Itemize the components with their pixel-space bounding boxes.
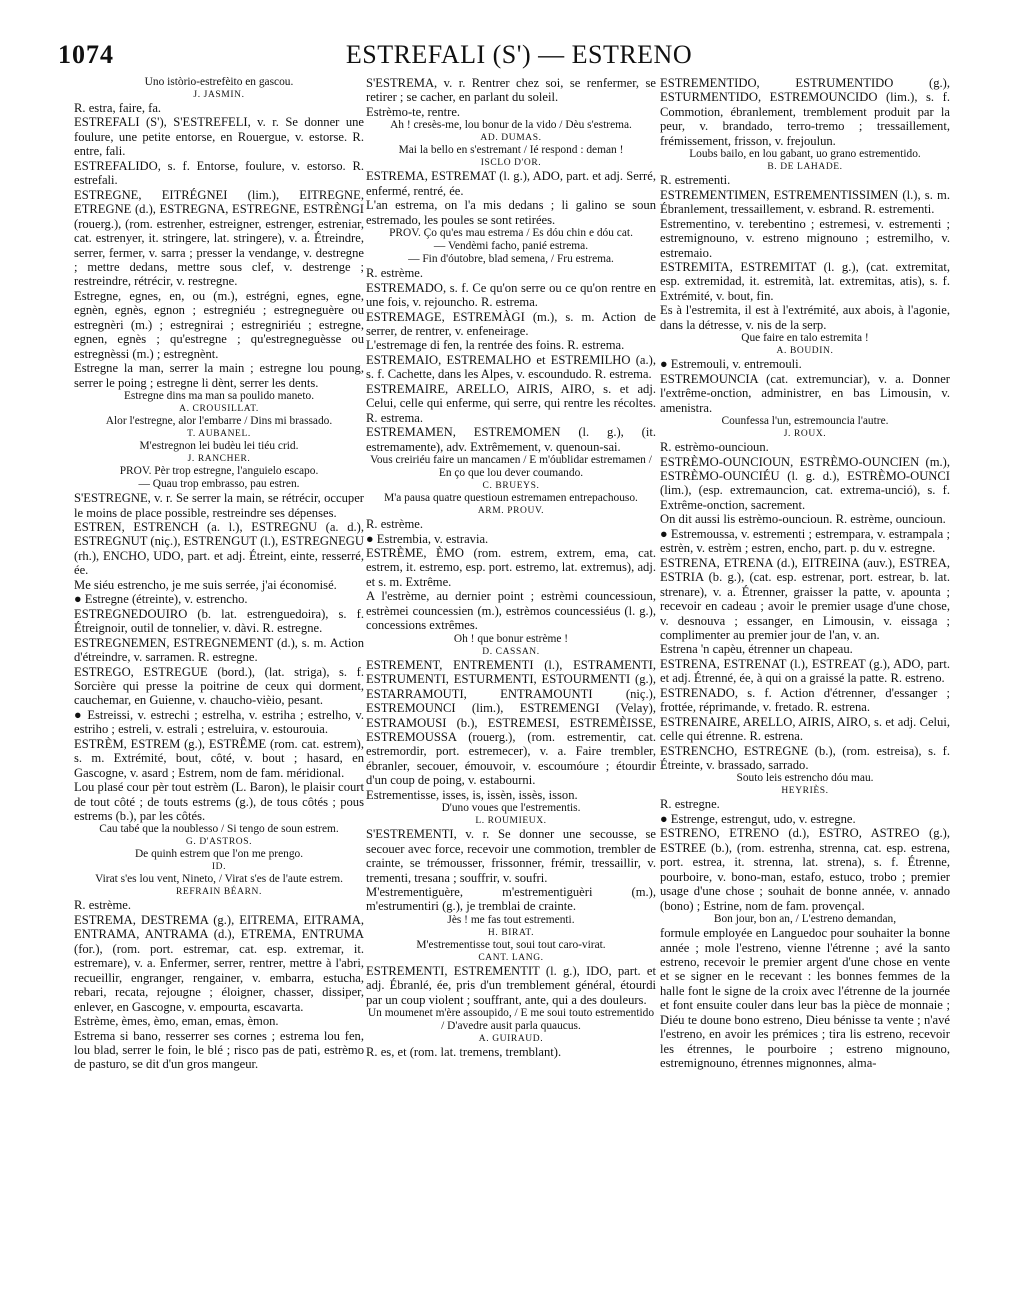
- dictionary-entry: ESTREGO, ESTREGUE (bord.), (lat. striga), s. f. Sorcière qui presse la poitrine de ceux qui dorment, cauchemar, en Guienne, v. chaucho-vièio, pesant.: [74, 664, 364, 708]
- quotation: Ah ! cresès-me, lou bonur de la vido / Dèu s'estrema.: [390, 119, 632, 132]
- quote-attribution: C. BRUEYS.: [482, 481, 540, 492]
- quote-attribution: A. CROUSILLAT.: [179, 404, 259, 415]
- dictionary-entry: L'an estrema, on l'a mis dedans ; li galino se soun estremado, les poules se sont retirées.: [366, 198, 656, 227]
- dictionary-entry: Estrema si bano, resserrer ses cornes ; estrema lou fen, lou blad, serrer le foin, le blé ; risco pas de pati, estrèmo de pasturo, se dit d'un gros mangeur.: [74, 1028, 364, 1072]
- dictionary-entry: ESTREMADO, s. f. Ce qu'on serre ou ce qu'on rentre en une fois, v. rejouncho. R. estrema.: [366, 280, 656, 310]
- quote-attribution: REFRAIN BÉARN.: [176, 887, 262, 898]
- dictionary-entry: ESTREMENT, ENTREMENTI (l.), ESTRAMENTI, ESTRUMENTI, ESTURMENTI, ESTOURMENTI (g.), ESTARRAMOUTI, ENTRAMOUNTI (niç.), ESTREMOUNCI (lim.), ESTREMENGI (Velay), ESTRAMOUSI (b.), ESTREMESI, ESTREMÈISSE, ESTREMOUSSA (rouerg.), (rom. estrementir, cat. estremordir, port. estremecer), v. a. Faire trembler, ébranler, secouer, émouvoir, v. escoumóure ; étourdir d'un coup de poing, v. estabourni.: [366, 657, 656, 788]
- dictionary-entry: ESTREFALI (S'), S'ESTREFELI, v. r. Se donner une foulure, une petite entorse, en Rouergue, v. estorse. R. entre, fali.: [74, 115, 364, 159]
- quotation: Estregne dins ma man sa poulido maneto.: [123, 390, 315, 403]
- dictionary-entry: ESTRENCHO, ESTREGNE (b.), (rom. estreisa), s. f. Étreinte, v. brassado, sarrado.: [660, 743, 950, 773]
- dictionary-entry: R. estregne.: [660, 797, 720, 812]
- dictionary-entry: ● Estreissi, v. estrechi ; estrelha, v. estriha ; estrelho, v. estriho ; estreli, v. estrali ; estreluira, v. estourouia.: [74, 707, 364, 737]
- quotation: D'uno voues que l'estrementis.: [441, 802, 581, 815]
- quote-attribution: A. GUIRAUD.: [478, 1034, 544, 1045]
- dictionary-entry: R. estrème.: [74, 898, 132, 913]
- dictionary-entry: ESTRÈM, ESTREM (g.), ESTRÊME (rom. cat. estrem), s. m. Extrémité, bout, côté, v. bout ; hasard, en Gascogne, v. asard ; Estrem, nom de fam. méridional.: [74, 736, 364, 780]
- quotation: Vous creiriéu faire un mancamen / E m'óublidar estremamen / En ço que lou dever coumando.: [370, 454, 652, 480]
- dictionary-entry: R. estrème.: [366, 517, 424, 532]
- dictionary-entry: Estrena 'n capèu, étrenner un chapeau.: [660, 642, 853, 657]
- dictionary-entry: Lou plasé cour pèr tout estrèm (L. Baron), le plaisir court de tout côté ; de touts estrems (g.), de tous côtés ; pous estrems (b.), par les côtés.: [74, 780, 364, 824]
- dictionary-entry: ● Estrembia, v. estravia.: [366, 531, 489, 546]
- dictionary-entry: ESTREMA, ESTREMAT (l. g.), ADO, part. et adj. Serré, enfermé, rentré, ée.: [366, 169, 656, 198]
- quotation: M'a pausa quatre questioun estremamen entrepachouso.: [384, 492, 638, 505]
- quotation: Oh ! que bonur estrème !: [453, 632, 569, 645]
- quote-attribution: A. BOUDIN.: [776, 346, 834, 357]
- quote-attribution: J. ROUX.: [783, 429, 827, 440]
- dictionary-entry: ESTREMAGE, ESTREMÀGI (m.), s. m. Action de serrer, de rentrer, v. enfeneirage.: [366, 309, 656, 338]
- dictionary-entry: M'estrementiguère, m'estrementiguèri (m.), m'estrumentiri (g.), je tremblai de crainte.: [366, 885, 656, 914]
- dictionary-entry: formule employée en Languedoc pour souhaiter la bonne année ; mole l'estreno, vienne l'étrenne ; avé la santo estreno, recevoir le premier argent d'une chose en vente et se signer en le recevant : les bonnes femmes de la halle font le signe de la croix avec l'étrenne de la journée et font ensuite couler dans leur bas la pièce de monnaie ; Diéu te doune bono estreno, Dieu bénisse ta vente ; n'avé l'estreno, en avoir les prémices ; tira lis estreno, recevoir les étrennes, le pourboire ; estreno mignouno, estremignouno, étrennes mignonnes, alma-: [660, 926, 950, 1071]
- dictionary-entry: L'estremage di fen, la rentrée des foins. R. estrema.: [366, 338, 625, 353]
- dictionary-entry: Estrème, èmes, èmo, eman, emas, èmon.: [74, 1014, 279, 1029]
- quotation: Un moumenet m'ère assoupido, / E me soui touto estrementido / D'avedre ausit parla quaucus.: [367, 1007, 655, 1033]
- quote-attribution: ARM. PROUV.: [477, 506, 545, 517]
- quote-attribution: CANT. LANG.: [478, 952, 544, 963]
- quote-attribution: T. AUBANEL.: [187, 429, 251, 440]
- quotation: M'estregnon lei budèu lei tiéu crid.: [139, 440, 299, 453]
- dictionary-entry: ESTRÈME, ÈMO (rom. estrem, extrem, ema, cat. estrem, it. estremo, esp. port. estremo, lat. extremus), adj. et s. m. Extrême.: [366, 545, 656, 589]
- column-2: [366, 76, 656, 1226]
- dictionary-entry: ESTREMAIO, ESTREMALHO et ESTREMILHO (a.), s. f. Cachette, dans les Alpes, v. escoundudo. R. estrema.: [366, 352, 656, 382]
- dictionary-entry: ESTRENA, ESTRENAT (l.), ESTREAT (g.), ADO, part. et adj. Étrenné, ée, à qui on a graissé la patte. R. estreno.: [660, 656, 950, 686]
- quotation: Loubs bailo, en lou gabant, uo grano estrementido.: [689, 148, 921, 161]
- dictionary-entry: ESTREGNEDOUIRO (b. lat. estrenguedoira), s. f. Étreignoir, outil de tonnelier, v. dàvi. R. estregne.: [74, 606, 364, 636]
- dictionary-entry: Es à l'estremita, il est à l'extrémité, aux abois, à l'agonie, dans la détresse, v. nis de la serp.: [660, 303, 950, 332]
- dictionary-entry: ESTREMITA, ESTREMITAT (l. g.), (cat. extremitat, esp. extremidad, it. estremità, lat. extremitas, atis), s. f. Extrémité, v. bout, fin.: [660, 259, 950, 303]
- dictionary-entry: ESTRENADO, s. f. Action d'étrenner, d'essanger ; frottée, réprimande, v. fretado. R. estrena.: [660, 685, 950, 715]
- column-3: [660, 76, 950, 1226]
- quotation: PROV. Pèr trop estregne, l'anguielo escapo.: [119, 465, 319, 478]
- quote-attribution: L. ROUMIEUX.: [475, 816, 547, 827]
- dictionary-entry: ● Estregne (étreinte), v. estrencho.: [74, 592, 248, 607]
- dictionary-entry: On dit aussi lis estrèmo-ouncioun. R. estrème, ouncioun.: [660, 512, 946, 527]
- dictionary-entry: ESTREMA, DESTREMA (g.), EITREMA, EITRAMA, ENTRAMA, ANTRAMA (d.), ETREMA, ENTRUMA (for.), (rom. port. estremar, cat. esp. extremar, it. estremare), v. a. Enfermer, serrer, rentrer, mettre à l'abri, recueillir, engranger, rengainer, v. embarra, estucha, rebari, recata, rejougne ; éloigner, chasser, dissiper, enlever, en Gascogne, v. empourta, escavarta.: [74, 912, 364, 1014]
- dictionary-entry: ESTREMENTIDO, ESTRUMENTIDO (g.), ESTURMENTIDO, ESTREMOUNCIDO (lim.), s. f. Commotion, ébranlement, tremblement produit par la peur, v. brandado, terro-tremo ; tressaillement, frémissement, frisson, v. frejoulun.: [660, 76, 950, 148]
- dictionary-entry: R. es, et (rom. lat. tremens, tremblant).: [366, 1045, 562, 1060]
- dictionary-entry: S'ESTREMA, v. r. Rentrer chez soi, se renfermer, se retirer ; se cacher, en parlant du soleil.: [366, 76, 656, 105]
- quotation: Cau tabé que la noublesso / Si tengo de soun estrem.: [99, 823, 339, 836]
- dictionary-entry: ESTREN, ESTRENCH (a. l.), ESTREGNU (a. d.), ESTREGNUT (niç.), ESTRENGUT (l.), ESTREGNEGU (rh.), ENCHO, UDO, part. et adj. Étreint, einte, resserré, ée.: [74, 519, 364, 578]
- dictionary-entry: ESTRÈMO-OUNCIOUN, ESTRÈMO-OUNCIEN (m.), ESTRÈMO-OUNCIÉU (l. g. d.), ESTRÈMO-OUNCI (lim.), (esp. extremauncion, cat. extrema-unció), s. f. Extrême-onction, sacrement.: [660, 454, 950, 512]
- dictionary-entry: ● Estrenge, estrengut, udo, v. estregne.: [660, 811, 856, 826]
- quotation: Bon jour, bon an, / L'estreno demandan,: [713, 913, 897, 926]
- quotation: Uno istòrio-estrefèito en gascou.: [144, 76, 294, 88]
- page-header: [58, 40, 980, 70]
- quote-attribution: J. JASMIN.: [193, 90, 245, 100]
- dictionary-entry: ESTRENAIRE, ARELLO, AIRIS, AIRO, s. et adj. Celui, celle qui étrenne. R. estrena.: [660, 714, 950, 744]
- dictionary-entry: ESTREMENTI, ESTREMENTIT (l. g.), IDO, part. et adj. Ébranlé, ée, pris d'un tremblement général, étourdi par un coup violent ; souffrant, ante, qui a des douleurs.: [366, 963, 656, 1007]
- quote-attribution: H. BIRAT.: [487, 927, 535, 938]
- dictionary-entry: R. estra, faire, fa.: [74, 101, 162, 115]
- dictionary-entry: R. estrementi.: [660, 173, 731, 188]
- quotation: — Quau trop embrasso, pau estren.: [138, 478, 300, 491]
- quotation: Souto leis estrencho dóu mau.: [736, 772, 874, 785]
- dictionary-entry: Estregne, egnes, en, ou (m.), estrégni, egnes, egne, egnèn, egnès, egnon ; estregniéu ; estregneguère ou estregnèri (m.) ; estregnirai ; estregniriéu ; estregne, egnen, egnès ; qu'estregne ; qu'estregneguèsse ou estregnèssi (m.) ; estregnènt.: [74, 288, 364, 361]
- dictionary-entry: ESTREFALIDO, s. f. Entorse, foulure, v. estorso. R. estrefali.: [74, 158, 364, 188]
- dictionary-entry: A l'estrème, au dernier point ; estrèmi councessioun, estrèmei councessien (m.), estrèmos councessiéus (l. g.), concessions extrêmes.: [366, 589, 656, 633]
- dictionary-entry: ESTRENA, ETRENA (d.), EITREINA (auv.), ESTREA, ESTRIA (b. g.), (cat. esp. estrenar, port. estrear, b. lat. strenare), v. a. Étrenner, graisser la patte, v. apounta ; recevoir en cadeau ; avoir le premier usage d'une chose, v. desnouva ; essanger, en Limousin, v. eissaga ; complimenter au premier jour de l'an, v. an.: [660, 555, 950, 642]
- column-1: [74, 76, 364, 1226]
- quote-attribution: J. RANCHER.: [187, 454, 251, 465]
- dictionary-entry: S'ESTREMENTI, v. r. Se donner une secousse, se secouer avec force, recevoir une commotion, trembler de crainte, se trémousser, frissonner, frémir, tressaillir, v. trementi, tresana ; souffrir, v. soufri.: [366, 827, 656, 885]
- quotation: PROV. Ço qu'es mau estrema / Es dóu chin e dóu cat.: [389, 227, 633, 240]
- quote-attribution: B. DE LAHADE.: [767, 162, 843, 173]
- quotation: Alor l'estregne, alor l'embarre / Dins mi brassado.: [105, 415, 333, 428]
- quote-attribution: D. CASSAN.: [482, 646, 540, 657]
- dictionary-entry: ESTREMOUNCIA (cat. extremunciar), v. a. Donner l'extrême-onction, administrer, en bas Limousin, v. amenistra.: [660, 371, 950, 415]
- dictionary-entry: ESTREMENTIMEN, ESTREMENTISSIMEN (l.), s. m. Ébranlement, tressaillement, v. esbrand. R. estrementi.: [660, 187, 950, 217]
- dictionary-entry: Estregne la man, serrer la main ; estregne lou poung, serrer le poing ; estregne li dènt, serrer les dents.: [74, 361, 364, 390]
- quote-attribution: AD. DUMAS.: [480, 133, 542, 144]
- dictionary-entry: ESTREMAMEN, ESTREMOMEN (l. g.), (it. estremamente), adv. Extrêmement, v. quenoun-sai.: [366, 425, 656, 454]
- quotation: — Vendèmi facho, panié estrema.: [433, 240, 589, 253]
- dictionary-entry: ESTRENO, ETRENO (d.), ESTRO, ASTREO (g.), ESTREE (b.), (rom. estrenha, strenna, cat. esp. estrena, port. estrea, it. strenna, lat. strena), s. f. Étrenne, pourboire, v. bono-man, estafo, estuco, trobo ; premier usage d'une chose ; souhait de bonne année, v. annado (bono) ; Estrine, nom de fam. provençal.: [660, 826, 950, 913]
- dictionary-entry: ● Estremouli, v. entremouli.: [660, 357, 802, 372]
- dictionary-entry: Me siéu estrencho, je me suis serrée, j'ai économisé.: [74, 577, 337, 592]
- quotation: — Fin d'óutobre, blad semena, / Fru estrema.: [408, 253, 614, 266]
- dictionary-entry: Estrementisse, isses, is, issèn, issès, isson.: [366, 787, 578, 802]
- quote-attribution: ISCLO D'OR.: [480, 158, 542, 169]
- dictionary-entry: Estrementino, v. terebentino ; estremesi, v. estrementi ; estremignouno, v. estreno mignouno ; estremilho, v. estremaio.: [660, 216, 950, 260]
- dictionary-entry: Estrèmo-te, rentre.: [366, 104, 461, 119]
- quotation: Counfessa l'un, estremouncia l'autre.: [721, 415, 889, 428]
- quotation: M'estrementisse tout, soui tout caro-virat.: [416, 938, 606, 951]
- running-title: ESTREFALI (S') — ESTRENO: [345, 40, 693, 69]
- quotation: Mai la bello en s'estremant / Ié respond : deman !: [398, 144, 624, 157]
- quotation: Virat s'es lou vent, Nineto, / Virat s'es de l'aute estrem.: [95, 873, 343, 886]
- dictionary-entry: ESTREGNE, EITRÉGNEI (lim.), EITREGNE, ETREGNE (d.), ESTREGNA, ESTREGNE, ESTRÈNGI (rouerg.), (rom. estrenher, estreigner, estrenger, estreniar, cat. estrenyer, it. stringere, lat. stringere), v. a. Étreindre, serrer, fermer, v. sarra ; presser la vendange, v. destregne ; mettre dedans, mettre sous clef, v. destrenge ; restreindre, rétrécir, v. restregne.: [74, 187, 364, 289]
- quotation: De quinh estrem que l'on me prengo.: [134, 848, 304, 861]
- dictionary-entry: ● Estremoussa, v. estrementi ; estrempara, v. estrampala ; estrèn, v. estrèm ; estren, encho, part. p. du v. estregne.: [660, 526, 950, 556]
- dictionary-entry: ESTREGNEMEN, ESTREGNEMENT (d.), s. m. Action d'étreindre, v. sarramen. R. estregne.: [74, 635, 364, 665]
- quotation: Que faire en talo estremita !: [741, 332, 869, 345]
- quote-attribution: ID.: [211, 862, 227, 873]
- page-number: 1074: [58, 40, 114, 69]
- dictionary-entry: R. estrème.: [366, 266, 424, 281]
- quotation: Jès ! me fas tout estrementi.: [447, 913, 575, 926]
- dictionary-entry: ESTREMAIRE, ARELLO, AIRIS, AIRO, s. et adj. Celui, celle qui enferme, qui serre, qui rentre les récoltes. R. estrema.: [366, 381, 656, 425]
- quote-attribution: G. D'ASTROS.: [185, 837, 253, 848]
- dictionary-entry: R. estrèmo-ouncioun.: [660, 440, 769, 455]
- dictionary-entry: S'ESTREGNE, v. r. Se serrer la main, se rétrécir, occuper le moins de place possible, restreindre ses dépenses.: [74, 491, 364, 520]
- quote-attribution: HEYRIÈS.: [781, 786, 829, 797]
